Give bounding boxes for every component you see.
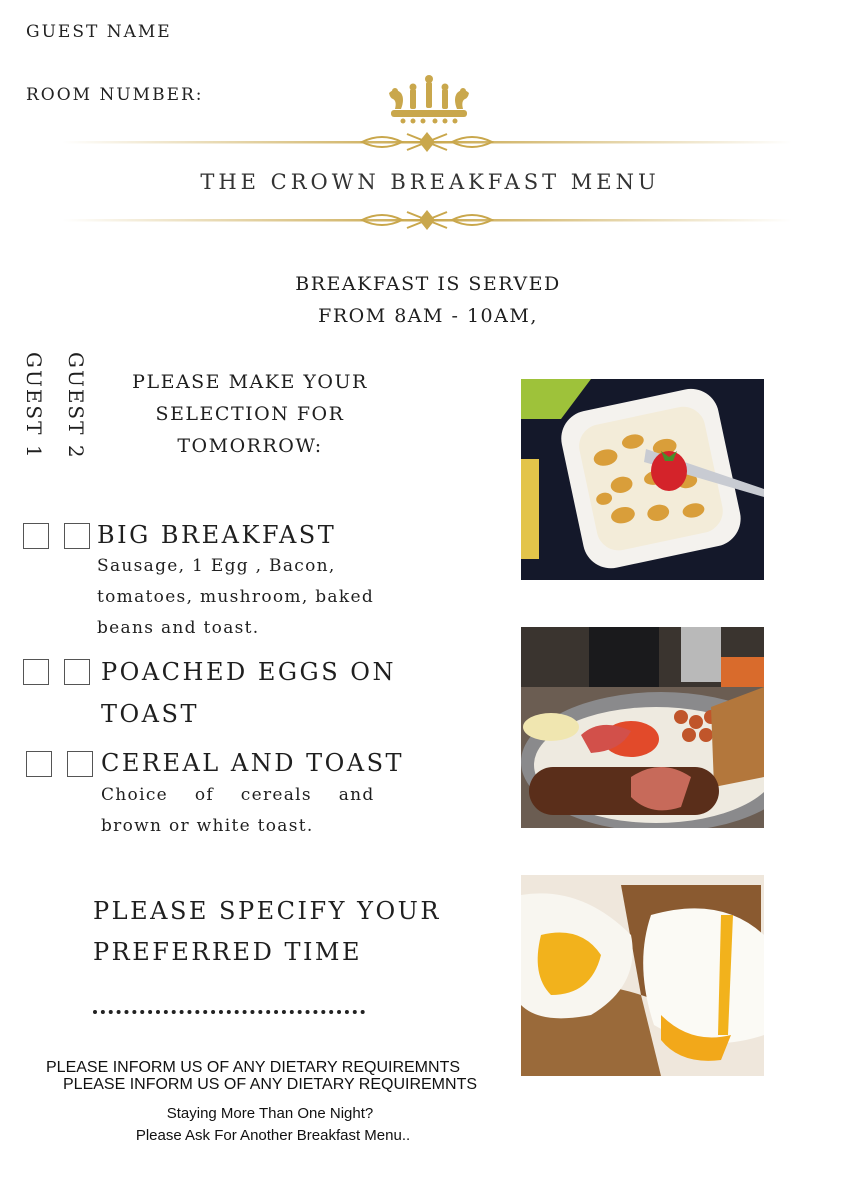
served-line-1: BREAKFAST IS SERVED: [295, 273, 561, 295]
cereal-desc-2: brown or white toast.: [101, 816, 314, 836]
dietary-notice-2: PLEASE INFORM US OF ANY DIETARY REQUIREMNTS: [63, 1076, 478, 1093]
selection-prompt-line-3: TOMORROW:: [177, 435, 323, 457]
selection-prompt-line-1: PLEASE MAKE YOUR: [132, 371, 368, 393]
crown-icon: [383, 73, 475, 125]
full-breakfast-photo: [521, 627, 764, 828]
preferred-time-line-2: PREFERRED TIME: [93, 938, 363, 966]
big-breakfast-desc-1: Sausage, 1 Egg , Bacon,: [97, 556, 336, 576]
big-breakfast-desc-2: tomatoes, mushroom, baked: [97, 587, 375, 607]
poached-eggs-title-1: POACHED EGGS ON: [101, 658, 396, 686]
menu-title: THE CROWN BREAKFAST MENU: [200, 170, 660, 194]
cereal-title: CEREAL AND TOAST: [101, 749, 405, 777]
guest-1-label: GUEST 1: [22, 352, 46, 460]
ornament-divider-top: [62, 130, 792, 154]
poached-eggs-title-2: TOAST: [101, 700, 199, 728]
room-number-label: ROOM NUMBER:: [26, 85, 204, 105]
guest-name-label: GUEST NAME: [26, 22, 172, 42]
guest2-poached-eggs-checkbox[interactable]: [64, 659, 90, 685]
guest2-big-breakfast-checkbox[interactable]: [64, 523, 90, 549]
dietary-notice-1: PLEASE INFORM US OF ANY DIETARY REQUIREMNTS: [46, 1059, 461, 1076]
selection-prompt-line-2: SELECTION FOR: [155, 403, 345, 425]
guest-2-label: GUEST 2: [64, 352, 88, 460]
big-breakfast-desc-3: beans and toast.: [97, 618, 260, 638]
served-line-2: FROM 8AM - 10AM,: [318, 305, 538, 327]
stay-notice-1: Staying More Than One Night?: [166, 1105, 374, 1122]
guest2-cereal-checkbox[interactable]: [67, 751, 93, 777]
stay-notice-2: Please Ask For Another Breakfast Menu..: [135, 1127, 411, 1144]
guest1-cereal-checkbox[interactable]: [26, 751, 52, 777]
guest1-poached-eggs-checkbox[interactable]: [23, 659, 49, 685]
cereal-bowl-photo: [521, 379, 764, 580]
poached-eggs-photo: [521, 875, 764, 1076]
ornament-divider-bottom: [62, 208, 792, 232]
big-breakfast-title: BIG BREAKFAST: [97, 521, 337, 549]
cereal-desc-1: Choice of cereals and: [101, 785, 375, 805]
preferred-time-entry-line[interactable]: [93, 1010, 365, 1014]
preferred-time-line-1: PLEASE SPECIFY YOUR: [93, 897, 441, 925]
guest1-big-breakfast-checkbox[interactable]: [23, 523, 49, 549]
